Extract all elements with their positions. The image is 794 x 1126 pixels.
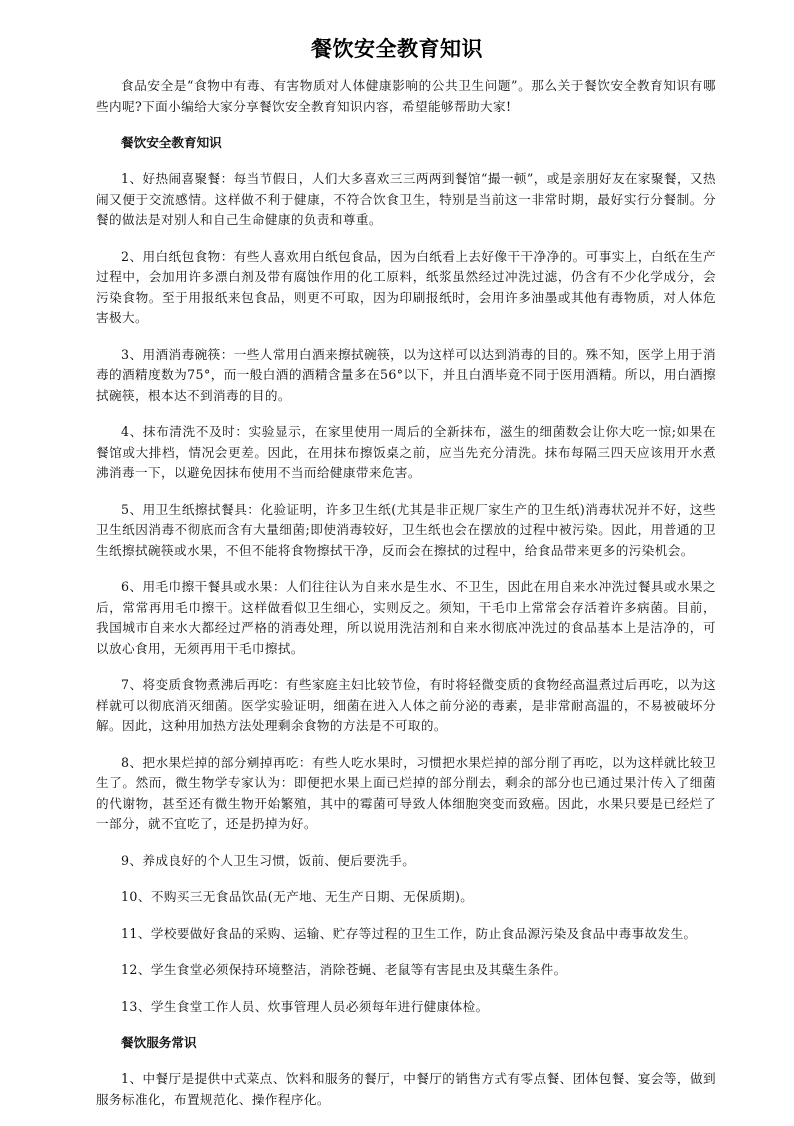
- safety-item: 4、抹布清洗不及时：实验显示，在家里使用一周后的全新抹布，滋生的细菌数会让你大吃一惊;如果在餐馆或大排档，情况会更差。因此，在用抹布擦饭桌之前，应当先充分清洗。抹布每隔三四天应该用开水煮沸消毒一下，以避免因抹布使用不当而给健康带来危害。: [96, 424, 716, 480]
- safety-item: 9、养成良好的个人卫生习惯，饭前、便后要洗手。: [121, 852, 416, 868]
- safety-item: 2、用白纸包食物：有些人喜欢用白纸包食品，因为白纸看上去好像干干净净的。可事实上，白纸在生产过程中，会加用许多漂白剂及带有腐蚀作用的化工原料，纸浆虽然经过冲洗过滤，仍含有不少化学成分，会污染食物。至于用报纸来包食品，则更不可取，因为印刷报纸时，会用许多油墨或其他有毒物质，对人体危害极大。: [96, 248, 716, 325]
- safety-item: 12、学生食堂必须保持环境整洁，消除苍蝇、老鼠等有害昆虫及其蘖生条件。: [121, 962, 567, 977]
- safety-item: 5、用卫生纸擦拭餐具：化验证明，许多卫生纸(尤其是非正规厂家生产的卫生纸)消毒状况并不好，这些卫生纸因消毒不彻底而含有大量细菌;即使消毒较好，卫生纸也会在摆放的过程中被污染。因此，用普通的卫生纸擦拭碗筷或水果，不但不能将食物擦拭干净，反而会在擦拭的过程中，给食品带来更多的污染机会。: [96, 501, 716, 558]
- service-item: 1、中餐厅是提供中式菜点、饮料和服务的餐厅，中餐厅的销售方式有零点餐、团体包餐、宴会等，做到服务标准化，布置规范化、操作程序化。: [96, 1071, 716, 1107]
- intro-paragraph: 食品安全是“食物中有毒、有害物质对人体健康影响的公共卫生问题”。那么关于餐饮安全教育知识有哪些内呢?下面小编给大家分享餐饮安全教育知识内容，希望能够帮助大家!: [96, 78, 716, 114]
- section-heading-safety: 餐饮安全教育知识: [121, 135, 222, 150]
- safety-item: 3、用酒消毒碗筷：一些人常用白酒来擦拭碗筷，以为这样可以达到消毒的目的。殊不知，医学上用于消毒的酒精度数为75°，而一般白酒的酒精含量多在56°以下，并且白酒毕竟不同于医用酒精。所以，用白酒擦拭碗筷，根本达不到消毒的目的。: [96, 346, 716, 403]
- safety-item: 10、不购买三无食品饮品(无产地、无生产日期、无保质期)。: [121, 889, 474, 904]
- safety-item: 13、学生食堂工作人员、炊事管理人员必须每年进行健康体检。: [121, 998, 489, 1014]
- safety-item: 1、好热闹喜聚餐：每当节假日，人们大多喜欢三三两两到餐馆“撮一顿”，或是亲朋好友在家聚餐，又热闹又便于交流感情。这样做不利于健康，不符合饮食卫生，特别是当前这一非常时期，最好实行分餐制。分餐的做法是对别人和自己生命健康的负责和尊重。: [96, 171, 716, 227]
- section-heading-service: 餐饮服务常识: [121, 1035, 197, 1050]
- safety-item: 7、将变质食物煮沸后再吃：有些家庭主妇比较节俭，有时将轻微变质的食物经高温煮过后再吃，以为这样就可以彻底消灭细菌。医学实验证明，细菌在进入人体之前分泌的毒素，是非常耐高温的，不易被破坏分解。因此，这种用加热方法处理剩余食物的方法是不可取的。: [96, 677, 716, 733]
- safety-item: 8、把水果烂掉的部分剜掉再吃：有些人吃水果时，习惯把水果烂掉的部分削了再吃，以为这样就比较卫生了。然而，微生物学专家认为：即便把水果上面已烂掉的部分削去，剩余的部分也已通过果汁传入了细菌的代谢物，甚至还有微生物开始繁殖，其中的霉菌可导致人体细胞突变而致癌。因此，水果只要是已经烂了一部分，就不宜吃了，还是扔掉为好。: [96, 754, 716, 831]
- document-title: 餐饮安全教育知识: [311, 37, 483, 61]
- safety-item: 6、用毛巾擦干餐具或水果：人们往往认为自来水是生水、不卫生，因此在用自来水冲洗过餐具或水果之后，常常再用毛巾擦干。这样做看似卫生细心，实则反之。须知，干毛巾上常常会存活着许多病菌。目前，我国城市自来水大都经过严格的消毒处理，所以说用洗洁剂和自来水彻底冲洗过的食品基本上是洁净的，可以放心食用，无须再用干毛巾擦拭。: [96, 579, 716, 656]
- document-body: [96, 76, 716, 1126]
- safety-item: 11、学校要做好食品的采购、运输、贮存等过程的卫生工作，防止食品源污染及食品中毒事故发生。: [121, 925, 697, 941]
